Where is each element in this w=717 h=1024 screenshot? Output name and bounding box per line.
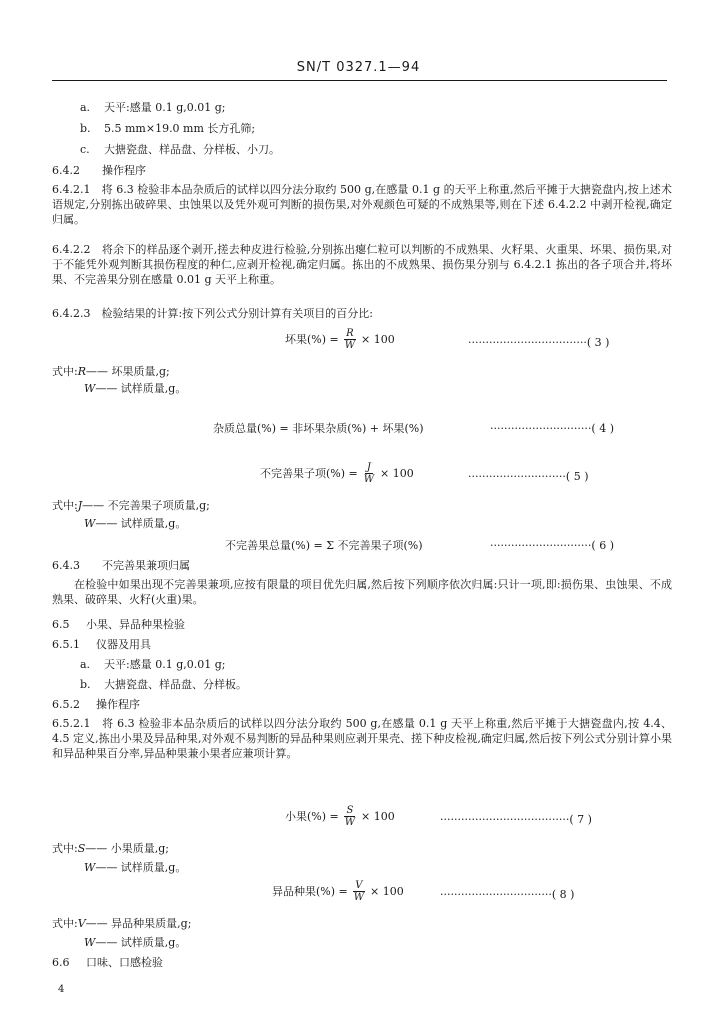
where-label: 式中: — [52, 365, 78, 378]
standard-header: SN/T 0327.1—94 — [296, 60, 421, 75]
formula-number: ( 8 ) — [551, 888, 575, 901]
formula-rhs: × 100 — [370, 885, 404, 898]
heading-number: 6.4.3 — [52, 559, 80, 572]
formula-number: ( 5 ) — [565, 470, 589, 483]
where-line — [52, 364, 672, 379]
formula-3 — [285, 328, 395, 351]
heading-title: 小果、异品种果检验 — [86, 618, 185, 631]
leader-dots: ···························· — [468, 470, 566, 483]
formula-leader — [440, 812, 592, 827]
where-desc: —— 试样质量,g。 — [95, 861, 187, 874]
leader-dots: ····························· — [490, 422, 592, 435]
list-item — [80, 121, 700, 136]
where-line — [84, 381, 704, 396]
heading-title: 操作程序 — [102, 164, 146, 177]
where-symbol: W — [84, 861, 96, 874]
paragraph-6-4-2-1: 6.4.2.1 将 6.3 检验非本品杂质后的试样以四分法分取约 500 g,在感量 0.1 g 的天平上称重,然后平摊于大搪瓷盘内,按上述术语规定,分别拣出破碎果、虫蚀果以及凭外观可判断的损伤果,对外观颜色可疑的不成熟果等,则在下述 6.4.2.2 中剥开检视,确定归属。 — [52, 183, 672, 226]
where-label: 式中: — [52, 842, 78, 855]
header-rule — [52, 80, 667, 81]
list-text: 5.5 mm×19.0 mm 长方孔筛; — [104, 122, 256, 135]
section-heading-6-5-1 — [52, 637, 672, 652]
where-desc: —— 坏果质量,g; — [86, 365, 170, 378]
denominator: W — [363, 474, 375, 485]
heading-title: 仪器及用具 — [96, 638, 151, 651]
formula-leader — [468, 335, 609, 350]
where-line — [52, 498, 672, 513]
list-text: 天平:感量 0.1 g,0.01 g; — [104, 658, 226, 671]
paragraph-6-5-2-1: 6.5.2.1 将 6.3 检验非本品杂质后的试样以四分法分取约 500 g,在感量 0.1 g 天平上称重,然后平摊于大搪瓷盘内,按 4.4、4.5 定义,拣出小果及异品种果,对外观不易判断的异品种果则应剥开果壳、搓下种皮检视,确定归属,然后按下列公式分别计算小果和异品种果百分率,异品种果兼小果者应兼项计算。 — [52, 717, 672, 760]
formula-rhs: × 100 — [361, 333, 395, 346]
paragraph-6-4-3: 在检验中如果出现不完善果兼项,应按有限量的项目优先归属,然后按下列顺序依次归属:只计一项,即:损伤果、虫蚀果、不成熟果、破碎果、火籽(火重)果。 — [52, 578, 672, 606]
where-label: 式中: — [52, 499, 78, 512]
heading-number: 6.6 — [52, 956, 70, 969]
section-heading-6-4-2 — [52, 163, 672, 178]
where-line — [52, 841, 672, 856]
formula-expression: 不完善果总量(%) = Σ 不完善果子项(%) — [225, 539, 423, 552]
where-symbol: W — [84, 382, 96, 395]
where-symbol: J — [77, 499, 83, 512]
where-label: 式中: — [52, 917, 78, 930]
formula-number: ( 4 ) — [591, 422, 614, 435]
where-symbol: W — [84, 517, 96, 530]
leader-dots: ································ — [440, 888, 552, 901]
heading-title: 不完善果兼项归属 — [102, 559, 190, 572]
formula-4 — [213, 421, 424, 436]
where-line — [52, 916, 672, 931]
heading-number: 6.5.2 — [52, 698, 80, 711]
where-desc: —— 异品种果质量,g; — [85, 917, 192, 930]
formula-leader — [468, 469, 588, 484]
fraction — [343, 805, 357, 828]
where-symbol: S — [77, 842, 86, 855]
formula-leader — [490, 421, 614, 436]
heading-number: 6.4.2 — [52, 164, 80, 177]
where-symbol: W — [84, 936, 96, 949]
list-letter: b. — [80, 122, 91, 135]
where-symbol: V — [77, 917, 86, 930]
where-line — [84, 860, 704, 875]
heading-title: 口味、口感检验 — [86, 956, 163, 969]
formula-leader — [490, 538, 614, 553]
section-heading-6-5 — [52, 617, 672, 632]
formula-8 — [272, 880, 404, 903]
formula-lhs: 不完善果子项(%) = — [260, 467, 358, 480]
denominator: W — [344, 340, 356, 351]
numerator: R — [346, 328, 354, 339]
list-letter: c. — [80, 143, 90, 156]
list-text: 大搪瓷盘、样品盘、分样板、小刀。 — [104, 143, 280, 156]
formula-rhs: × 100 — [361, 810, 395, 823]
where-line — [84, 935, 704, 950]
fraction — [343, 328, 357, 351]
section-heading-6-5-2 — [52, 697, 672, 712]
where-desc: —— 不完善果子项质量,g; — [82, 499, 210, 512]
paragraph-6-4-2-2: 6.4.2.2 将余下的样品逐个剥开,搓去种皮进行检验,分别拣出瘪仁粒可以判断的不成熟果、火籽果、火重果、坏果、损伤果,对于不能凭外观判断其损伤程度的种仁,应剥开检视,确定归属。拣出的不成熟果、损伤果分别与 6.4.2.1 拣出的各子项合并,将坏果、不完善果分别在感量 0.01 g 天平上称重。 — [52, 243, 672, 286]
formula-5 — [260, 462, 414, 485]
list-letter: a. — [80, 101, 91, 114]
formula-6 — [225, 538, 423, 553]
formula-number: ( 7 ) — [569, 813, 592, 826]
fraction — [352, 880, 366, 903]
list-item — [80, 677, 700, 692]
formula-number: ( 3 ) — [586, 336, 610, 349]
formula-7 — [285, 805, 395, 828]
list-item — [80, 657, 700, 672]
formula-lhs: 小果(%) = — [285, 810, 339, 823]
where-desc: —— 试样质量,g。 — [95, 517, 187, 530]
page-number: 4 — [58, 984, 65, 995]
list-item — [80, 100, 700, 115]
formula-leader — [440, 887, 574, 902]
where-desc: —— 试样质量,g。 — [95, 936, 187, 949]
formula-lhs: 坏果(%) = — [285, 333, 339, 346]
fraction — [362, 462, 376, 485]
where-symbol: R — [77, 365, 87, 378]
numerator: V — [355, 880, 363, 891]
formula-expression: 杂质总量(%) = 非坏果杂质(%) + 坏果(%) — [213, 422, 424, 435]
section-heading-6-4-3 — [52, 558, 672, 573]
formula-rhs: × 100 — [380, 467, 414, 480]
section-heading-6-6 — [52, 955, 672, 970]
where-line — [84, 516, 704, 531]
heading-title: 操作程序 — [96, 698, 140, 711]
leader-dots: ·································· — [468, 336, 587, 349]
leader-dots: ····································· — [440, 813, 570, 826]
list-text: 大搪瓷盘、样品盘、分样板。 — [104, 678, 247, 691]
list-letter: a. — [80, 658, 91, 671]
where-desc: —— 试样质量,g。 — [95, 382, 187, 395]
denominator: W — [344, 817, 356, 828]
heading-number: 6.5 — [52, 618, 70, 631]
heading-number: 6.5.1 — [52, 638, 80, 651]
list-item — [80, 142, 700, 157]
where-desc: —— 小果质量,g; — [85, 842, 170, 855]
formula-number: ( 6 ) — [591, 539, 614, 552]
numerator: S — [346, 805, 354, 816]
paragraph-6-4-2-3: 6.4.2.3 检验结果的计算:按下列公式分别计算有关项目的百分比: — [52, 307, 373, 320]
denominator: W — [353, 892, 365, 903]
formula-lhs: 异品种果(%) = — [272, 885, 348, 898]
list-text: 天平:感量 0.1 g,0.01 g; — [104, 101, 226, 114]
list-letter: b. — [80, 678, 91, 691]
numerator: J — [366, 462, 371, 473]
leader-dots: ····························· — [490, 539, 592, 552]
